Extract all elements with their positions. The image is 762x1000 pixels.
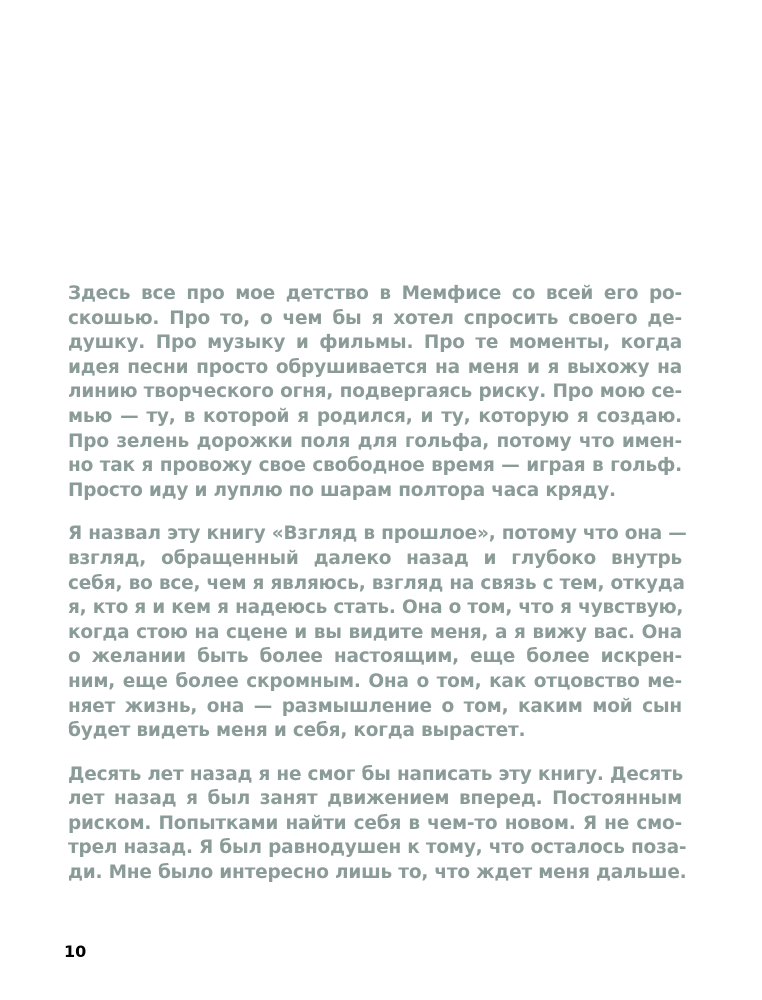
paragraph-3: [68, 763, 687, 886]
text-line: ди. Мне было интересно лишь то, что ждет меня дальше.: [68, 862, 687, 884]
page-number: 10: [64, 942, 87, 961]
text-line: Десять лет назад я не смог бы написать эту книгу. Десять: [68, 763, 684, 785]
text-line: идея песни просто обрушивается на меня и я выхожу на: [68, 356, 682, 378]
text-line: я, кто я и кем я надеюсь стать. Она о том, что я чувствую,: [68, 597, 684, 619]
text-line: Я назвал эту книгу «Взгляд в прошлое», потому что она —: [68, 523, 687, 545]
paragraph-1: [68, 282, 682, 503]
text-line: Просто иду и луплю по шарам полтора часа кряду.: [68, 479, 616, 501]
text-line: взгляд, обращенный далеко назад и глубоко внутрь: [68, 547, 682, 569]
text-line: мью — ту, в которой я родился, и ту, которую я создаю.: [68, 405, 682, 427]
text-line: Здесь все про мое детство в Мемфисе со всей его ро-: [68, 283, 682, 304]
text-line: лет назад я был занят движением вперед. Постоянным: [68, 788, 682, 810]
text-line: риском. Попытками найти себя в чем-то новом. Я не смо-: [68, 812, 682, 834]
text-line: Про зелень дорожки поля для гольфа, потому что имен-: [68, 430, 682, 452]
text-line: скошью. Про то, о чем бы я хотел спросить своего де-: [68, 307, 682, 329]
text-line: няет жизнь, она — размышление о том, каким мой сын: [68, 695, 682, 717]
body-text: [68, 282, 687, 905]
text-line: будет видеть меня и себя, когда вырастет.: [68, 720, 526, 742]
text-line: о желании быть более настоящим, еще более искрен-: [68, 646, 682, 668]
text-line: себя, во все, чем я являюсь, взгляд на связь с тем, откуда: [68, 572, 685, 594]
text-line: но так я провожу свое свободное время — играя в гольф.: [68, 455, 682, 477]
text-line: линию творческого огня, подвергаясь риску. Про мою се-: [68, 381, 682, 403]
text-line: трел назад. Я был равнодушен к тому, что осталось поза-: [68, 837, 687, 859]
paragraph-2: [68, 522, 687, 743]
text-line: когда стою на сцене и вы видите меня, а я вижу вас. Она: [68, 621, 682, 643]
text-line: ним, еще более скромным. Она о том, как отцовство ме-: [68, 670, 682, 692]
text-line: душку. Про музыку и фильмы. Про те моменты, когда: [68, 332, 682, 354]
